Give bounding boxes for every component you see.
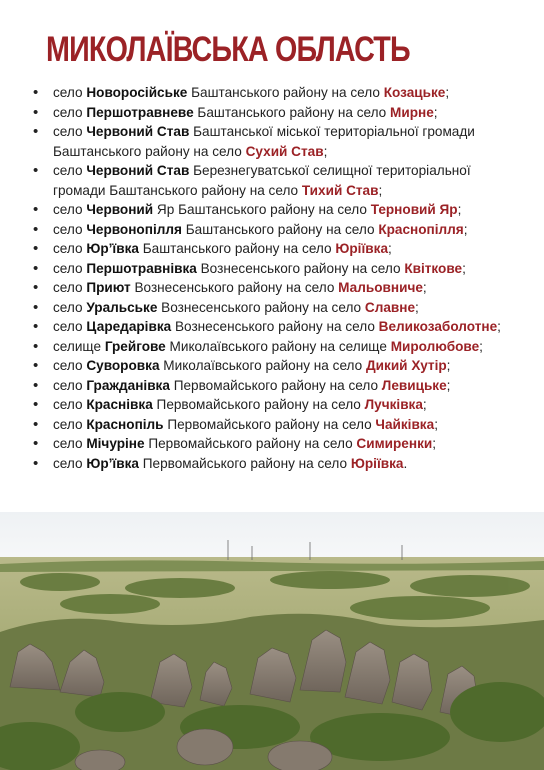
item-prefix: село [53, 85, 87, 100]
new-name: Квіткове [404, 260, 463, 276]
item-punctuation: ; [323, 143, 328, 159]
renaming-list [30, 83, 525, 473]
list-item [30, 395, 525, 415]
item-description: Первомайського району на село [152, 397, 365, 412]
new-name: Сухий Став [245, 143, 324, 159]
item-prefix: село [53, 299, 87, 315]
item-prefix: село [53, 397, 87, 412]
landscape-photo [0, 512, 544, 770]
item-punctuation: ; [462, 260, 466, 276]
list-item [30, 220, 525, 240]
old-name: Червоний Став [86, 124, 190, 139]
new-name: Великозаболотне [378, 319, 498, 334]
old-name: Юр’ївка [86, 455, 139, 471]
new-name: Краснопілля [378, 221, 464, 237]
new-name: Юріївка [350, 455, 404, 471]
item-prefix: село [53, 280, 87, 295]
item-description: Вознесенського району на село [196, 260, 405, 276]
item-description: Вознесенського району на село [157, 299, 365, 315]
item-punctuation: ; [479, 338, 483, 354]
item-prefix: село [53, 436, 87, 451]
list-item [30, 298, 525, 318]
new-name: Чайківка [375, 416, 435, 432]
item-punctuation: ; [388, 241, 392, 256]
item-description: Яр Баштанського району на село [153, 202, 371, 217]
item-punctuation: ; [446, 377, 451, 393]
item-prefix: село [53, 202, 87, 217]
item-punctuation: ; [446, 358, 451, 373]
new-name: Лучківка [364, 397, 423, 412]
new-name: Левицьке [381, 377, 447, 393]
item-description: Первомайського району на село [169, 377, 382, 393]
old-name: Краснівка [86, 397, 153, 412]
old-name: Червоний [86, 202, 154, 217]
item-prefix: село [53, 455, 87, 471]
old-name: Новоросійське [86, 85, 188, 100]
list-item [30, 278, 525, 298]
item-description: Первомайського району на село [138, 455, 351, 471]
item-description: Баштанського району на село [181, 221, 379, 237]
item-prefix: село [53, 241, 87, 256]
list-item [30, 259, 525, 279]
item-punctuation: ; [457, 202, 462, 217]
old-name: Уральське [86, 299, 158, 315]
list-item [30, 317, 525, 337]
list-item [30, 161, 525, 200]
new-name: Славне [364, 299, 416, 315]
item-prefix: село [53, 260, 87, 276]
old-name: Червоний Став [86, 163, 190, 178]
item-description: Миколаївського району на селище [165, 338, 391, 354]
old-name: Приют [86, 280, 131, 295]
new-name: Юріївка [335, 241, 389, 256]
new-name: Симиренки [356, 436, 433, 451]
item-prefix: село [53, 124, 87, 139]
item-description: Первомайського району на село [163, 416, 376, 432]
item-punctuation: ; [433, 104, 438, 120]
old-name: Царедарівка [86, 319, 172, 334]
new-name: Тихий Став [301, 182, 379, 198]
item-description: Баштанського району на село [187, 85, 384, 100]
item-prefix: селище [53, 338, 105, 354]
item-description: Вознесенського району на село [171, 319, 379, 334]
item-prefix: село [53, 104, 87, 120]
old-name: Гражданівка [86, 377, 170, 393]
list-item [30, 376, 525, 396]
item-prefix: село [53, 377, 87, 393]
item-punctuation: ; [434, 416, 438, 432]
item-prefix: село [53, 358, 87, 373]
list-item [30, 122, 525, 161]
item-description: Березнегуватської селищної територіальної громади Баштанського району на село [53, 163, 471, 198]
new-name: Мальовниче [338, 280, 423, 295]
item-punctuation: ; [422, 397, 427, 412]
item-punctuation: ; [378, 182, 383, 198]
list-item [30, 454, 525, 474]
list-item [30, 83, 525, 103]
old-name: Першотравнівка [86, 260, 197, 276]
old-name: Краснопіль [86, 416, 164, 432]
new-name: Миролюбове [390, 338, 480, 354]
item-punctuation: ; [422, 280, 427, 295]
list-item [30, 356, 525, 376]
old-name: Грейгове [104, 338, 166, 354]
item-punctuation: . [403, 455, 408, 471]
list-item [30, 337, 525, 357]
new-name: Терновий Яр [370, 202, 458, 217]
item-description: Первомайського району на село [144, 436, 357, 451]
list-item [30, 103, 525, 123]
item-description: Вознесенського району на село [130, 280, 339, 295]
item-prefix: село [53, 163, 87, 178]
landscape-image [0, 512, 544, 770]
new-name: Козацьке [383, 85, 446, 100]
old-name: Суворовка [86, 358, 160, 373]
item-prefix: село [53, 416, 87, 432]
item-prefix: село [53, 319, 87, 334]
list-item [30, 434, 525, 454]
old-name: Юр’ївка [86, 241, 139, 256]
item-description: Баштанської міської територіальної громади Баштанського району на село [53, 124, 475, 159]
item-punctuation: ; [432, 436, 437, 451]
item-description: Миколаївського району на село [159, 358, 366, 373]
new-name: Мирне [390, 104, 434, 120]
item-punctuation: ; [497, 319, 501, 334]
list-item [30, 200, 525, 220]
item-punctuation: ; [445, 85, 450, 100]
item-punctuation: ; [463, 221, 468, 237]
old-name: Червонопілля [86, 221, 182, 237]
item-prefix: село [53, 221, 87, 237]
old-name: Першотравневе [86, 104, 194, 120]
old-name: Мічуріне [86, 436, 145, 451]
item-punctuation: ; [415, 299, 419, 315]
list-item [30, 415, 525, 435]
page-title: МИКОЛАЇВСЬКА ОБЛАСТЬ [46, 30, 410, 69]
item-description: Баштанського району на село [193, 104, 391, 120]
item-description: Баштанського району на село [138, 241, 336, 256]
new-name: Дикий Хутір [365, 358, 447, 373]
list-item [30, 239, 525, 259]
